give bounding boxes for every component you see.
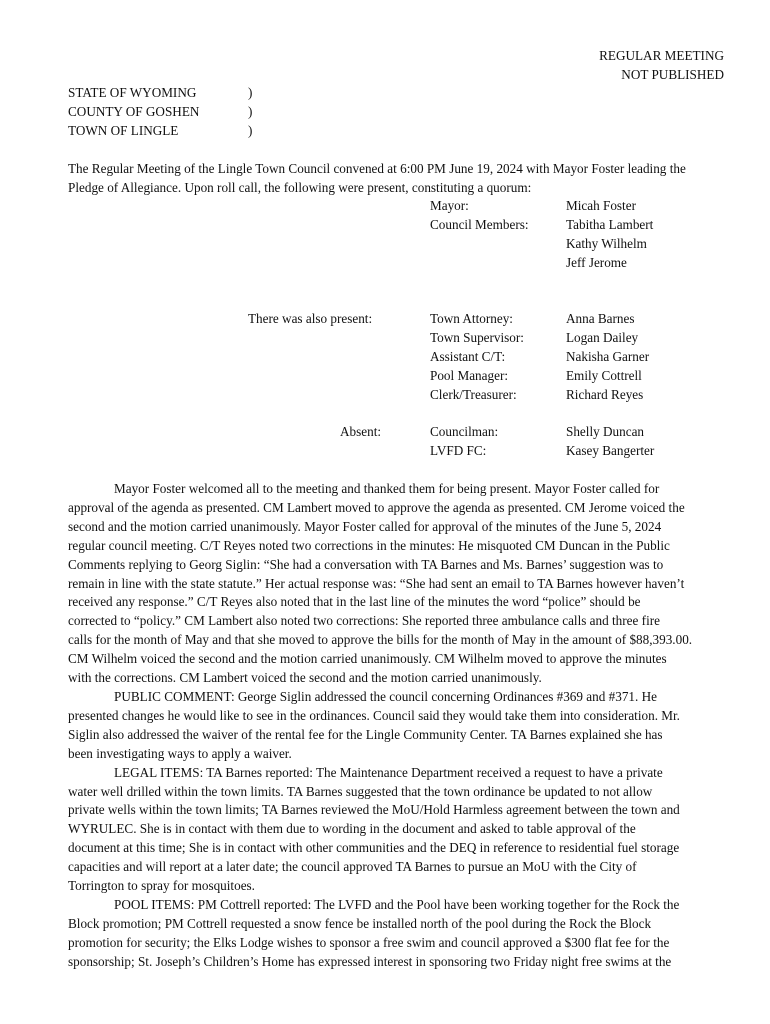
body-line: document at this time; She is in contact with other communities and the DEQ in reference to residential fuel storage [68, 840, 680, 856]
body-line: LEGAL ITEMS: TA Barnes reported: The Maintenance Department received a request to have a private [114, 764, 663, 780]
body-line: promotion for security; the Elks Lodge wishes to sponsor a free swim and council approved a $300 flat fee for the [68, 934, 670, 950]
body-line: WYRULEC. She is in contact with them due to wording in the document and asked to table approval of the [68, 821, 636, 837]
body-line: Comments replying to Georg Siglin: “She had a conversation with TA Barnes and Ms. Barnes’ suggestion was to [68, 556, 664, 572]
body-line: water well drilled within the town limits. TA Barnes suggested that the town ordinance be updated to not allow [68, 783, 653, 799]
body-line: Mayor Foster welcomed all to the meeting and thanked them for being present. Mayor Foster called for [114, 481, 660, 496]
body-line: corrected to “policy.” CM Lambert also noted two corrections: She reported three ambulance calls and three fire [68, 613, 660, 629]
body-line: Siglin also addressed the waiver of the rental fee for the Lingle Community Center. TA Barnes explained she has [68, 726, 663, 742]
body-line: approval of the agenda as presented. CM Lambert moved to approve the agenda as presented. CM Jerome voiced the [68, 499, 685, 515]
header-meeting-type: REGULAR MEETING [599, 48, 724, 63]
roll-council-name: Kathy Wilhelm [566, 236, 647, 251]
caption-town: TOWN OF LINGLE [68, 123, 179, 138]
caption-state: STATE OF WYOMING [68, 85, 197, 100]
body-line: private wells within the town limits; TA Barnes reviewed the MoU/Hold Harmless agreement between the town and [68, 802, 680, 818]
caption-paren: ) [248, 85, 253, 100]
absent-role: Councilman: [430, 424, 499, 439]
header-publication-status: NOT PUBLISHED [621, 67, 724, 82]
intro-line: The Regular Meeting of the Lingle Town Council convened at 6:00 PM June 19, 2024 with Mayor Foster leading the [68, 161, 686, 176]
staff-name: Anna Barnes [566, 311, 635, 326]
staff-role: Assistant C/T: [430, 349, 506, 364]
roll-council-name: Jeff Jerome [566, 255, 627, 270]
roll-mayor-name: Micah Foster [566, 198, 636, 213]
staff-name: Nakisha Garner [566, 349, 650, 364]
body-line: CM Wilhelm voiced the second and the motion carried unanimously. CM Wilhelm moved to approve the minutes [68, 651, 667, 667]
body-line: PUBLIC COMMENT: George Siglin addressed the council concerning Ordinances #369 and #371. He [114, 688, 657, 704]
staff-role: Pool Manager: [430, 368, 509, 383]
absent-role: LVFD FC: [430, 443, 487, 458]
body-line: capacities and will report at a later date; the council approved TA Barnes to pursue an MoU with the City of [68, 859, 637, 875]
body-line: been investigating ways to apply a waiver. [68, 745, 292, 761]
absent-name: Kasey Bangerter [566, 443, 655, 458]
roll-council-label: Council Members: [430, 217, 529, 232]
absent-name: Shelly Duncan [566, 424, 645, 439]
staff-role: Town Attorney: [430, 311, 513, 326]
caption-paren: ) [248, 123, 253, 138]
caption-county: COUNTY OF GOSHEN [68, 104, 200, 119]
absent-label: Absent: [340, 424, 382, 439]
body-line: calls for the month of May and that she moved to approve the bills for the month of May in the amount of $88,393.00. [68, 632, 693, 648]
roll-council-name: Tabitha Lambert [566, 217, 654, 232]
intro-line: Pledge of Allegiance. Upon roll call, the following were present, constituting a quorum: [68, 180, 532, 195]
staff-role: Clerk/Treasurer: [430, 387, 517, 402]
also-present-label: There was also present: [248, 311, 373, 326]
staff-name: Richard Reyes [566, 387, 644, 402]
body-line: regular council meeting. C/T Reyes noted two corrections in the minutes: He misquoted CM Duncan in the Public [68, 537, 670, 553]
staff-name: Emily Cottrell [566, 368, 642, 383]
caption-paren: ) [248, 104, 253, 119]
body-line: with the corrections. CM Lambert voiced the second and the motion carried unanimously. [68, 670, 542, 686]
body-line: POOL ITEMS: PM Cottrell reported: The LVFD and the Pool have been working together for the Rock the [114, 896, 680, 912]
staff-name: Logan Dailey [566, 330, 639, 345]
minutes-body [68, 480, 720, 972]
roll-mayor-label: Mayor: [430, 198, 469, 213]
body-line: sponsorship; St. Joseph’s Children’s Home has expressed interest in sponsoring two Friday night free swims at the [68, 953, 672, 969]
body-line: Torrington to spray for mosquitoes. [68, 878, 255, 894]
body-line: presented changes he would like to see in the ordinances. Council said they would take them into consideration. Mr. [68, 707, 680, 723]
body-line: received any response.” C/T Reyes also noted that in the last line of the minutes the word “police” should be [68, 594, 641, 610]
body-line: second and the motion carried unanimously. Mayor Foster called for approval of the minutes of the June 5, 2024 [68, 518, 662, 534]
staff-role: Town Supervisor: [430, 330, 524, 345]
body-line: remain in line with the state statute.” Her actual response was: “She had sent an email to TA Barnes however haven’t [68, 575, 685, 591]
body-line: Block promotion; PM Cottrell requested a snow fence be installed north of the pool during the Rock the Block [68, 915, 652, 931]
